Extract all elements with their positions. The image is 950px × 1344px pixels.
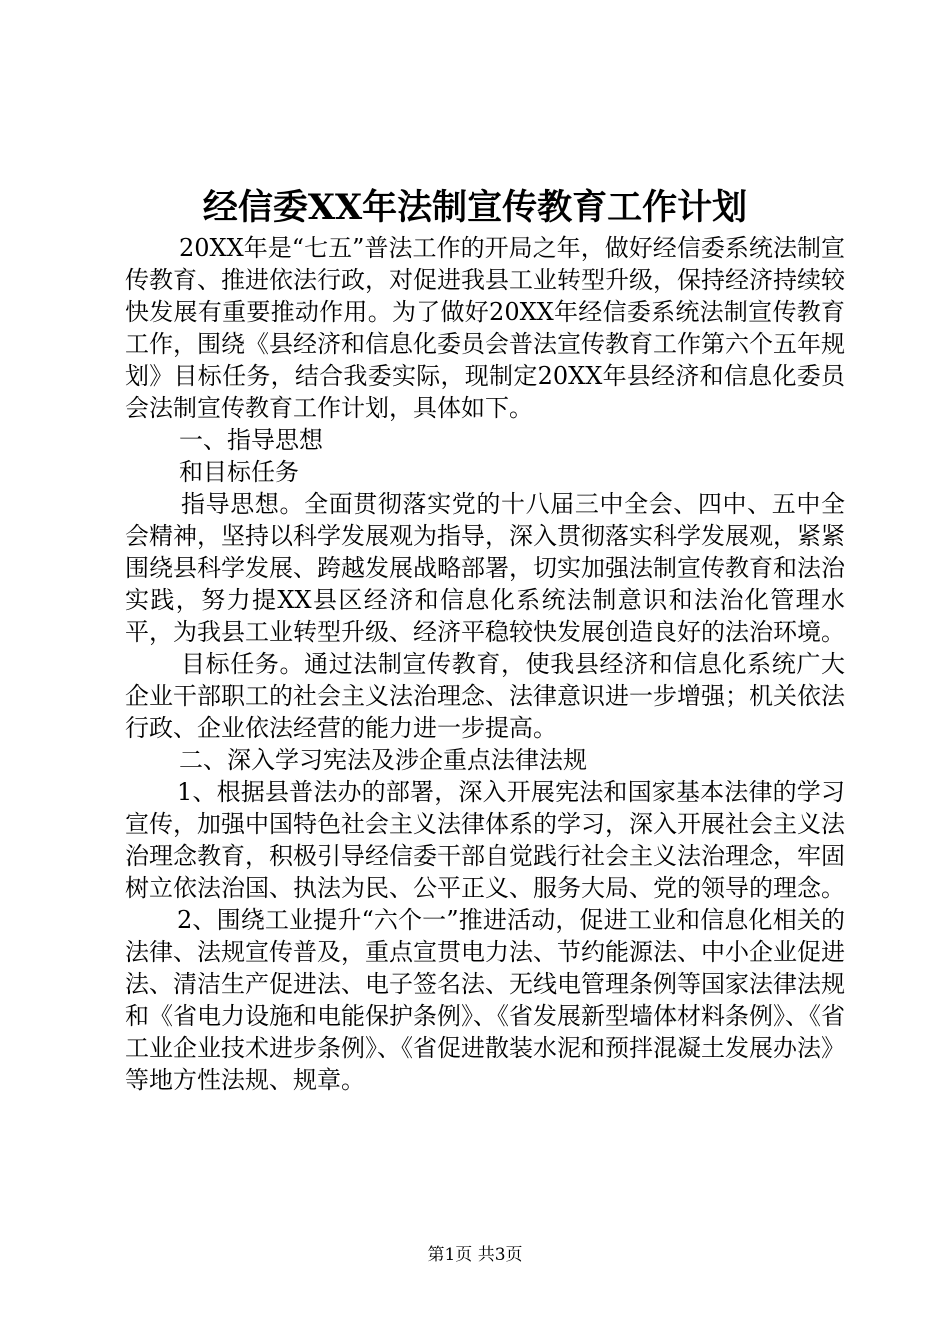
document-title: 经信委XX年法制宣传教育工作计划 — [202, 187, 748, 228]
intro-paragraph: 20XX年是“七五”普法工作的开局之年，做好经信委系统法制宣传教育、推进依法行政，对促进我县工业转型升级，保持经济持续较快发展有重要推动作用。为了做好20XX年经信委系统法制宣传教育工作，围绕《县经济和信息化委员会普法宣传教育工作第六个五年规划》目标任务，结合我委实际，现制定20XX年县经济和信息化委员会法制宣传教育工作计划，具体如下。 — [125, 234, 845, 422]
section-heading-1-continued: 和目标任务 — [179, 458, 299, 486]
guiding-ideology-paragraph: 指导思想。全面贯彻落实党的十八届三中全会、四中、五中全会精神，坚持以科学发展观为指导，深入贯彻落实科学发展观，紧紧围绕县科学发展、跨越发展战略部署，切实加强法制宣传教育和法治实践，努力提XX县区经济和信息化系统法制意识和法治化管理水平，为我县工业转型升级、经济平稳较快发展创造良好的法治环境。 — [125, 490, 845, 646]
item-2-paragraph: 2、围绕工业提升“六个一”推进活动，促进工业和信息化相关的法律、法规宣传普及，重点宣贯电力法、节约能源法、中小企业促进法、清洁生产促进法、电子签名法、无线电管理条例等国家法律法规和《省电力设施和电能保护条例》、《省发展新型墙体材料条例》、《省工业企业技术进步条例》、《省促进散装水泥和预拌混凝土发展办法》等地方性法规、规章。 — [125, 906, 845, 1094]
goals-paragraph: 目标任务。通过法制宣传教育，使我县经济和信息化系统广大企业干部职工的社会主义法治理念、法律意识进一步增强；机关依法行政、企业依法经营的能力进一步提高。 — [125, 650, 845, 742]
page-footer: 第1页 共3页 — [427, 1245, 523, 1265]
section-heading-2: 二、深入学习宪法及涉企重点法律法规 — [179, 746, 587, 774]
item-1-paragraph: 1、根据县普法办的部署，深入开展宪法和国家基本法律的学习宣传，加强中国特色社会主义法律体系的学习，深入开展社会主义法治理念教育，积极引导经信委干部自觉践行社会主义法治理念，牢固树立依法治国、执法为民、公平正义、服务大局、党的领导的理念。 — [125, 778, 845, 902]
document-body — [125, 232, 845, 1096]
section-heading-1: 一、指导思想 — [179, 426, 323, 454]
